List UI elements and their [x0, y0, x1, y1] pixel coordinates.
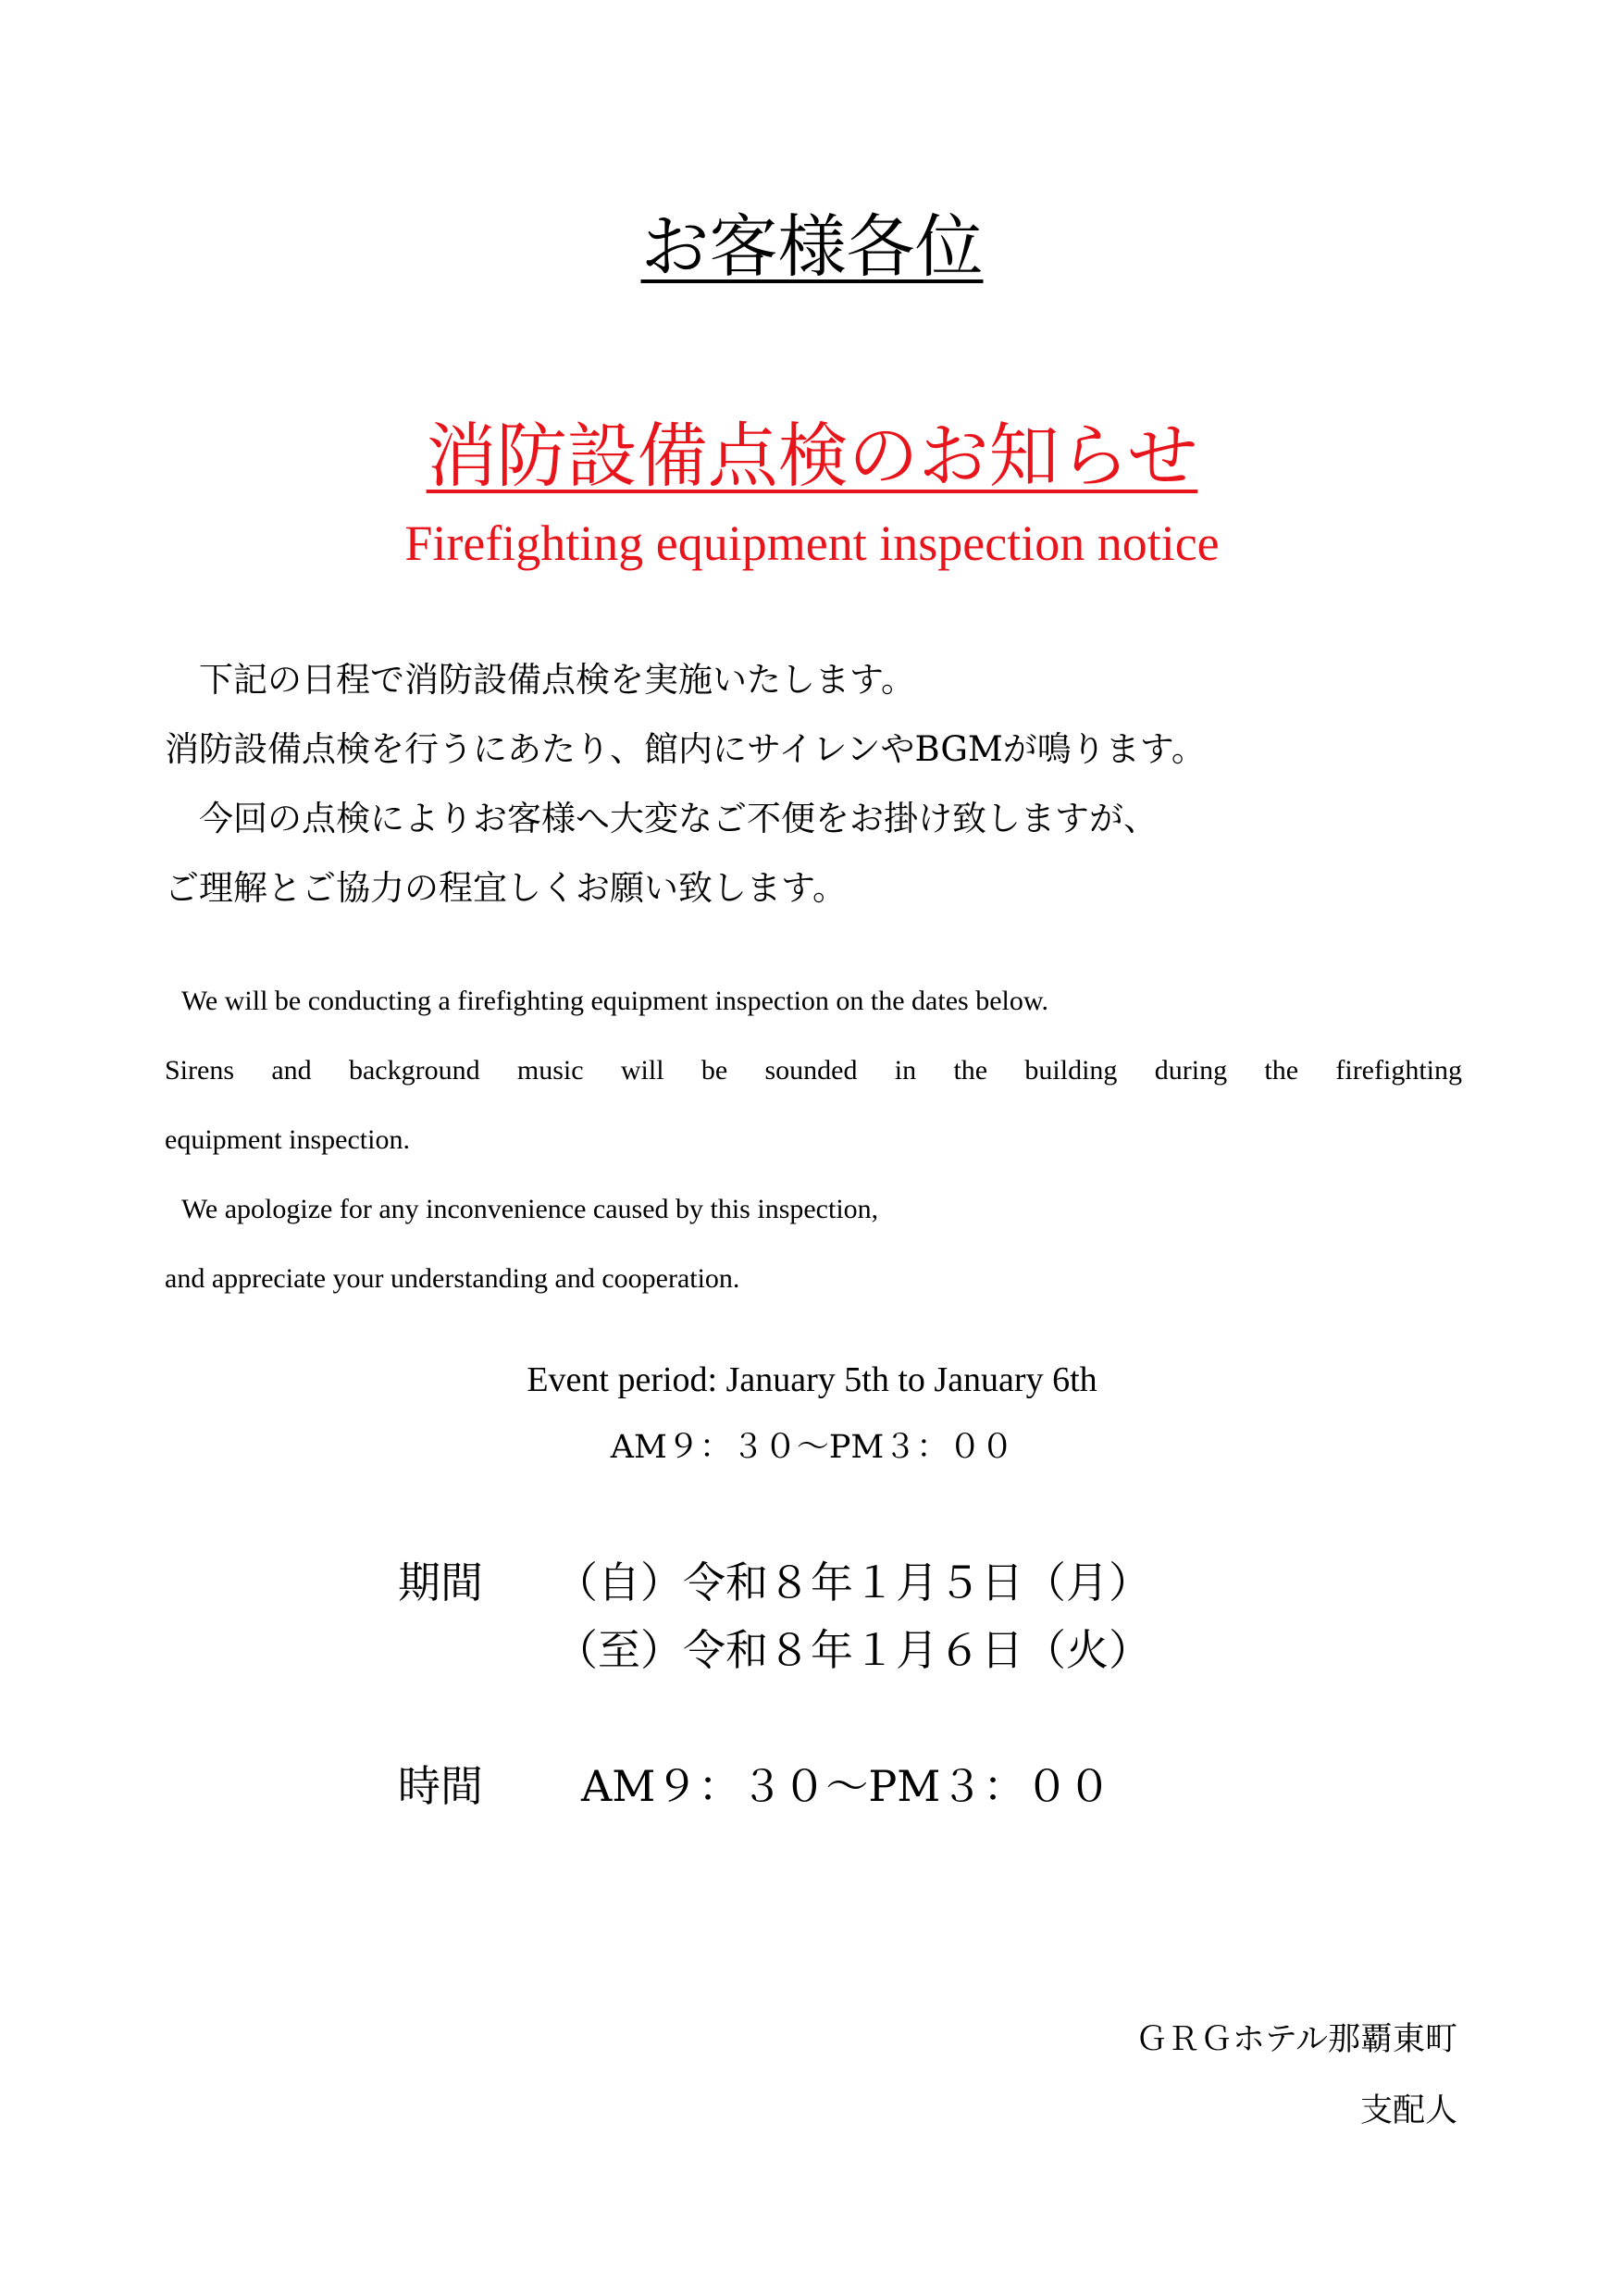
- signature-hotel-name: ＧＲＧホテル那覇東町: [1134, 2021, 1457, 2058]
- english-body-line-5: and appreciate your understanding and cooperation.: [165, 1263, 740, 1294]
- notice-title-english: Firefighting equipment inspection notice: [404, 515, 1220, 571]
- signature-title: 支配人: [1359, 2092, 1457, 2129]
- notice-title-japanese: [0, 412, 1624, 501]
- english-body-line-1: We will be conducting a firefighting equipment inspection on the dates below.: [181, 986, 1049, 1016]
- japanese-body-line-4: ご理解とご協力の程宜しくお願い致します。: [165, 868, 848, 908]
- japanese-body-line-1: 下記の日程で消防設備点検を実施いたします。: [165, 660, 916, 700]
- japanese-body-line-3: 今回の点検によりお客様へ大変なご不便をお掛け致しますが、: [165, 799, 1158, 838]
- japanese-body-line-2: 消防設備点検を行うにあたり、館内にサイレンやBGMが鳴ります。: [165, 729, 1206, 769]
- period-from-date: （自）令和８年１月５日（月）: [555, 1558, 1151, 1607]
- english-body-line-2: Sirens and background music will be sounded in the building during the firefighting: [165, 1055, 1462, 1086]
- english-body-line-4: We apologize for any inconvenience caused by this inspection,: [181, 1194, 879, 1224]
- time-label: 時間: [398, 1761, 483, 1811]
- notice-title-japanese-text: 消防設備点検のお知らせ: [426, 415, 1198, 497]
- event-period-english: Event period: January 5th to January 6th: [527, 1360, 1097, 1399]
- period-to-date: （至）令和８年１月６日（火）: [555, 1625, 1151, 1675]
- time-value: AM９：３０～PM３：００: [581, 1761, 1111, 1811]
- english-body-line-3: equipment inspection.: [165, 1124, 410, 1155]
- period-label: 期間: [398, 1558, 483, 1607]
- salutation-heading: [0, 205, 1624, 289]
- salutation-text: お客様各位: [640, 207, 984, 287]
- event-time-english: AM９：３０～PM３：００: [610, 1429, 1014, 1466]
